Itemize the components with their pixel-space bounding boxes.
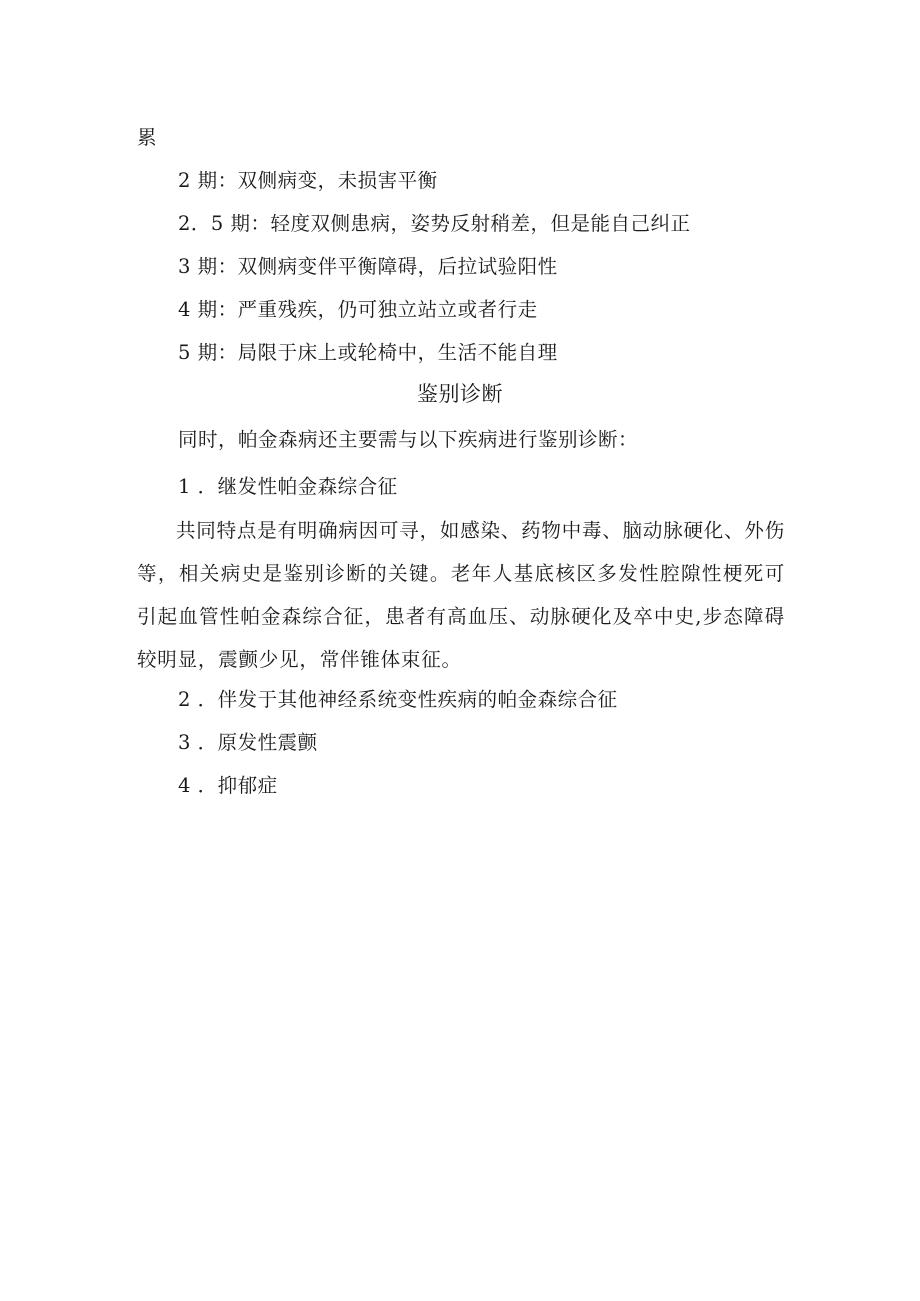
stage-5-line: 5 期：局限于床上或轮椅中，生活不能自理 <box>178 341 558 364</box>
stage-3-line: 3 期：双侧病变伴平衡障碍，后拉试验阳性 <box>178 255 558 278</box>
stage-2-5-line: 2．5 期：轻度双侧患病，姿势反射稍差，但是能自己纠正 <box>178 212 691 235</box>
stage-4-line: 4 期：严重残疾，仍可独立站立或者行走 <box>178 298 538 321</box>
item-3-heading: 3 ．原发性震颤 <box>178 731 318 754</box>
intro-line: 同时，帕金森病还主要需与以下疾病进行鉴别诊断： <box>178 428 639 451</box>
section-heading: 鉴别诊断 <box>417 382 503 406</box>
stage-2-line: 2 期：双侧病变，未损害平衡 <box>178 169 438 192</box>
item-2-heading: 2 ．伴发于其他神经系统变性疾病的帕金森综合征 <box>178 688 618 711</box>
continued-text: 累 <box>137 126 158 149</box>
item-1-paragraph: 共同特点是有明确病因可寻，如感染、药物中毒、脑动脉硬化、外伤等，相关病史是鉴别诊断的关键。老年人基底核区多发性腔隙性梗死可引起血管性帕金森综合征，患者有高血压、动脉硬化及卒中史,步态障碍较明显，震颤少见，常伴锥体束征。 <box>137 519 786 671</box>
item-4-heading: 4 ．抑郁症 <box>178 774 278 797</box>
item-1-heading: 1 ．继发性帕金森综合征 <box>178 475 398 498</box>
